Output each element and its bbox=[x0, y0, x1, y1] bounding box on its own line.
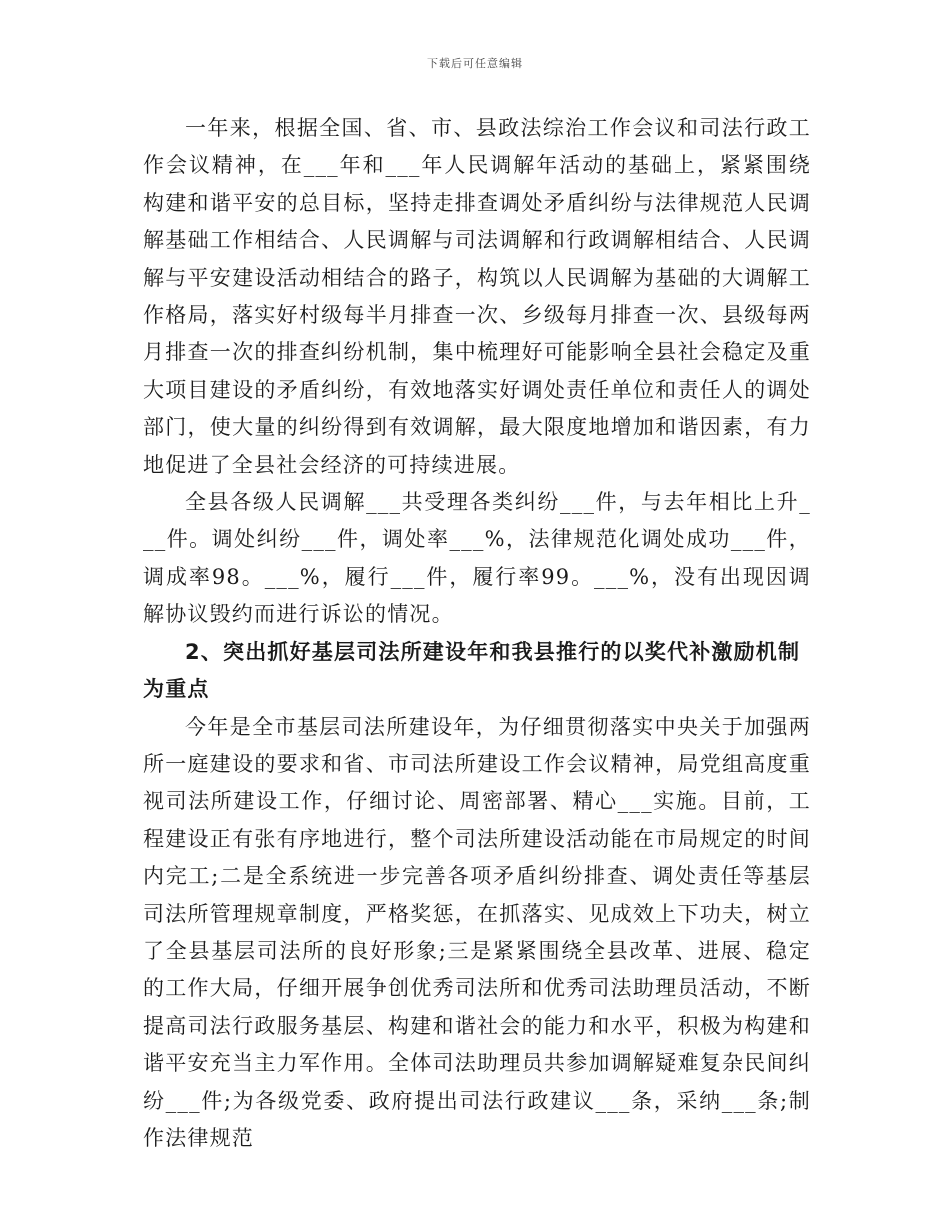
paragraph-mediation-overview: 一年来，根据全国、省、市、县政法综治工作会议和司法行政工作会议精神，在___年和___年人民调解年活动的基础上，紧紧围绕构建和谐平安的总目标，坚持走排查调处矛盾纠纷与法律规范人民调解基础工作相结合、人民调解与司法调解和行政调解相结合、人民调解与平安建设活动相结合的路子，构筑以人民调解为基础的大调解工作格局，落实好村级每半月排查一次、乡级每月排查一次、县级每两月排查一次的排查纠纷机制，集中梳理好可能影响全县社会稳定及重大项目建设的矛盾纠纷，有效地落实好调处责任单位和责任人的调处部门，使大量的纠纷得到有效调解，最大限度地增加和谐因素，有力地促进了全县社会经济的可持续进展。 bbox=[143, 116, 811, 477]
section-heading-2: 2、突出抓好基层司法所建设年和我县推行的以奖代补激励机制为重点 bbox=[143, 639, 801, 702]
paragraph-judicial-office-construction: 今年是全市基层司法所建设年，为仔细贯彻落实中央关于加强两所一庭建设的要求和省、市司法所建设工作会议精神，局党组高度重视司法所建设工作，仔细讨论、周密部署、精心___实施。目前，工程建设正有张有序地进行，整个司法所建设活动能在市局规定的时间内完工;二是全系统进一步完善各项矛盾纠纷排查、调处责任等基层司法所管理规章制度，严格奖惩，在抓落实、见成效上下功夫，树立了全县基层司法所的良好形象;三是紧紧围绕全县改革、进展、稳定的工作大局，仔细开展争创优秀司法所和优秀司法助理员活动，不断提高司法行政服务基层、构建和谐社会的能力和水平，积极为构建和谐平安充当主力军作用。全体司法助理员共参加调解疑难复杂民间纠纷___件;为各级党委、政府提出司法行政建议___条，采纳___条;制作法律规范 bbox=[143, 714, 811, 1150]
document-body bbox=[143, 110, 811, 1157]
page-header: 下载后可任意编辑 bbox=[427, 57, 523, 70]
paragraph-mediation-statistics: 全县各级人民调解___共受理各类纠纷___件，与去年相比上升___件。调处纠纷___件，调处率___%，法律规范化调处成功___件，调成率98。___%，履行___件，履行率99。___%，没有出现因调解协议毁约而进行诉讼的情况。 bbox=[143, 490, 811, 627]
